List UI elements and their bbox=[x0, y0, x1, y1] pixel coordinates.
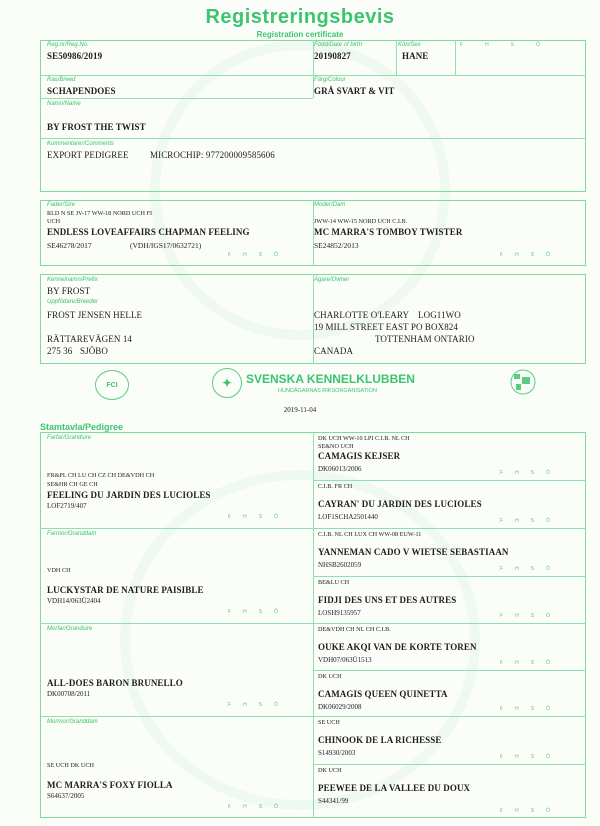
great-grandparent-fhso: F H S Ö bbox=[500, 706, 550, 712]
dam-reg: SE24852/2013 bbox=[314, 241, 359, 250]
certificate-title: Registreringsbevis bbox=[205, 6, 395, 28]
dob-value: 20190827 bbox=[314, 51, 351, 61]
grandparent-label: Mormor/Granddam bbox=[47, 719, 98, 725]
great-grandparent-reg: NHSB2602059 bbox=[318, 561, 362, 569]
great-grandparent-fhso: F H S Ö bbox=[500, 613, 550, 619]
great-grandparent-reg: DK06013/2006 bbox=[318, 465, 362, 473]
breed-label: Ras/Breed bbox=[47, 77, 76, 83]
sire-reg: SE46278/2017 bbox=[47, 241, 92, 250]
grandparent-name: MC MARRA'S FOXY FIOLLA bbox=[47, 780, 173, 790]
issue-date: 2019-11-04 bbox=[283, 406, 317, 414]
grandparent-reg: S64637/2005 bbox=[47, 792, 85, 800]
great-grandparent-fhso: F H S Ö bbox=[500, 808, 550, 814]
regno-label: Reg.nr/Reg.No. bbox=[47, 42, 89, 48]
grandparent-name: FEELING DU JARDIN DES LUCIOLES bbox=[47, 490, 211, 500]
regno-value: SE50986/2019 bbox=[47, 51, 103, 61]
club-name: SVENSKA KENNELKLUBBEN bbox=[246, 372, 415, 386]
great-grandparent-titles: DK UCH bbox=[318, 673, 342, 680]
great-grandparent-fhso: F H S Ö bbox=[500, 470, 550, 476]
sire-label: Fader/Sire bbox=[47, 202, 76, 208]
fhso-f: F bbox=[460, 42, 464, 48]
great-grandparent-name: OUKE AKQI VAN DE KORTE TOREN bbox=[318, 642, 477, 652]
grandparent-fhso: F H S Ö bbox=[228, 804, 278, 810]
breeder-name: FROST JENSEN HELLE bbox=[47, 310, 143, 320]
prefix-value: BY FROST bbox=[47, 286, 91, 296]
sire-titles-2: UCH bbox=[47, 218, 61, 225]
great-grandparent-reg: VDH07/063Ü1513 bbox=[318, 656, 372, 664]
breeder-city: SJÖBO bbox=[80, 346, 109, 356]
owner-country: CANADA bbox=[314, 346, 354, 356]
great-grandparent-fhso: F H S Ö bbox=[500, 660, 550, 666]
dam-fhso: F H S Ö bbox=[500, 252, 550, 258]
great-grandparent-titles: DE&VDH CH NL CH C.I.B. bbox=[318, 626, 391, 633]
grandparent-fhso: F H S Ö bbox=[228, 702, 278, 708]
colour-label: Färg/Colour bbox=[314, 77, 346, 83]
grandparent-titles-2: SE&HR CH GE CH bbox=[47, 481, 98, 488]
great-grandparent-reg: LOSH9135957 bbox=[318, 609, 361, 617]
grandparent-label: Morfar/Grandsire bbox=[47, 626, 93, 632]
dam-label: Moder/Dam bbox=[314, 202, 346, 208]
great-grandparent-titles: BE&LU CH bbox=[318, 579, 350, 586]
comments-label: Kommentarer/Comments bbox=[47, 141, 115, 147]
great-grandparent-name: CAMAGIS KEJSER bbox=[318, 451, 401, 461]
great-grandparent-reg: S14930/2003 bbox=[318, 749, 356, 757]
prefix-label: Kennelnamn/Prefix bbox=[47, 277, 98, 283]
grandparent-fhso: F H S Ö bbox=[228, 514, 278, 520]
great-grandparent-titles: C.I.B. NL CH LUX CH WW-08 EUW-11 bbox=[318, 531, 422, 538]
grandparent-reg: VDH14/063Ü2404 bbox=[47, 597, 101, 605]
owner-name: CHARLOTTE O'LEARY bbox=[314, 310, 410, 320]
sire-extra: (VDH/IGS17/0632721) bbox=[130, 241, 202, 250]
great-grandparent-fhso: F H S Ö bbox=[500, 754, 550, 760]
dam-name: MC MARRA'S TOMBOY TWISTER bbox=[314, 227, 463, 237]
dog-name: BY FROST THE TWIST bbox=[47, 122, 146, 132]
grandparent-titles: VDH CH bbox=[47, 567, 71, 574]
fhso-s: S bbox=[510, 42, 515, 48]
sire-name: ENDLESS LOVEAFFAIRS CHAPMAN FEELING bbox=[47, 227, 250, 237]
great-grandparent-reg: DK06029/2008 bbox=[318, 703, 362, 711]
breeder-label: Uppfödare/Breeder bbox=[47, 299, 99, 305]
great-grandparent-reg: S44341/99 bbox=[318, 797, 349, 805]
great-grandparent-name: CHINOOK DE LA RICHESSE bbox=[318, 735, 442, 745]
sex-label: Kön/Sex bbox=[398, 42, 421, 48]
grandparent-reg: DK00708/2011 bbox=[47, 690, 91, 698]
fhso-h: H bbox=[485, 42, 489, 48]
microchip-value: MICROCHIP: 977200009585606 bbox=[150, 150, 275, 160]
great-grandparent-titles: DK UCH WW-10 LPI C.I.B. NL CH bbox=[318, 435, 410, 442]
owner-label: Ägare/Owner bbox=[314, 277, 350, 283]
pedigree-title: Stamtavla/Pedigree bbox=[40, 422, 124, 432]
breed-value: SCHAPENDOES bbox=[47, 86, 116, 96]
great-grandparent-titles: SE UCH bbox=[318, 719, 340, 726]
great-grandparent-name: PEEWEE DE LA VALLEE DU DOUX bbox=[318, 783, 471, 793]
sire-fhso: F H S Ö bbox=[228, 252, 278, 258]
owner-address-1: 19 MILL STREET EAST PO BOX824 bbox=[314, 322, 458, 332]
great-grandparent-reg: LOF1SCHA2501440 bbox=[318, 513, 378, 521]
great-grandparent-titles-2: SE&NO UCH bbox=[318, 443, 354, 450]
name-label: Namn/Name bbox=[47, 101, 81, 107]
grandparent-label: Farfar/Grandsire bbox=[47, 435, 92, 441]
great-grandparent-name: FIDJI DES UNS ET DES AUTRES bbox=[318, 595, 457, 605]
club-subtitle: HUNDÄGARNAS RIKSORGANISATION bbox=[278, 388, 377, 394]
dam-titles: JWW-14 WW-15 NORD UCH C.I.B. bbox=[314, 218, 408, 225]
grandparent-label: Farmor/Granddam bbox=[47, 531, 97, 537]
skk-logo: ✦ bbox=[212, 368, 242, 398]
grandparent-fhso: F H S Ö bbox=[228, 609, 278, 615]
owner-code: LOG11WO bbox=[418, 310, 461, 320]
fhso-o: Ö bbox=[536, 42, 540, 48]
sire-titles: RLD N SE JV-17 WW-18 NORD UCH FI bbox=[47, 210, 153, 217]
great-grandparent-fhso: F H S Ö bbox=[500, 566, 550, 572]
great-grandparent-name: YANNEMAN CADO V WIETSE SEBASTIAAN bbox=[318, 547, 509, 557]
great-grandparent-titles: DK UCH bbox=[318, 767, 342, 774]
grandparent-name: ALL-DOES BARON BRUNELLO bbox=[47, 678, 183, 688]
grandparent-reg: LOF2719/407 bbox=[47, 502, 87, 510]
world-map-logo bbox=[508, 368, 538, 396]
fci-logo: FCI bbox=[95, 370, 129, 400]
sex-value: HANE bbox=[402, 51, 429, 61]
grandparent-titles: SE UCH DK UCH bbox=[47, 762, 94, 769]
great-grandparent-name: CAYRAN' DU JARDIN DES LUCIOLES bbox=[318, 499, 482, 509]
great-grandparent-titles: C.I.B. FR CH bbox=[318, 483, 353, 490]
owner-address-2: TOTTENHAM ONTARIO bbox=[375, 334, 475, 344]
grandparent-name: LUCKYSTAR DE NATURE PAISIBLE bbox=[47, 585, 204, 595]
breeder-zip: 275 36 bbox=[47, 346, 73, 356]
certificate-subtitle: Registration certificate bbox=[256, 30, 344, 39]
breeder-address: RÄTTAREVÄGEN 14 bbox=[47, 334, 133, 344]
fhso-header-row bbox=[460, 42, 540, 48]
grandparent-titles: FR&PL CH LU CH CZ CH DE&VDH CH bbox=[47, 472, 155, 479]
dob-label: Född/Date of birth bbox=[314, 42, 363, 48]
great-grandparent-fhso: F H S Ö bbox=[500, 518, 550, 524]
colour-value: GRÅ SVART & VIT bbox=[314, 86, 395, 96]
comment-value: EXPORT PEDIGREE bbox=[47, 150, 129, 160]
great-grandparent-name: CAMAGIS QUEEN QUINETTA bbox=[318, 689, 448, 699]
